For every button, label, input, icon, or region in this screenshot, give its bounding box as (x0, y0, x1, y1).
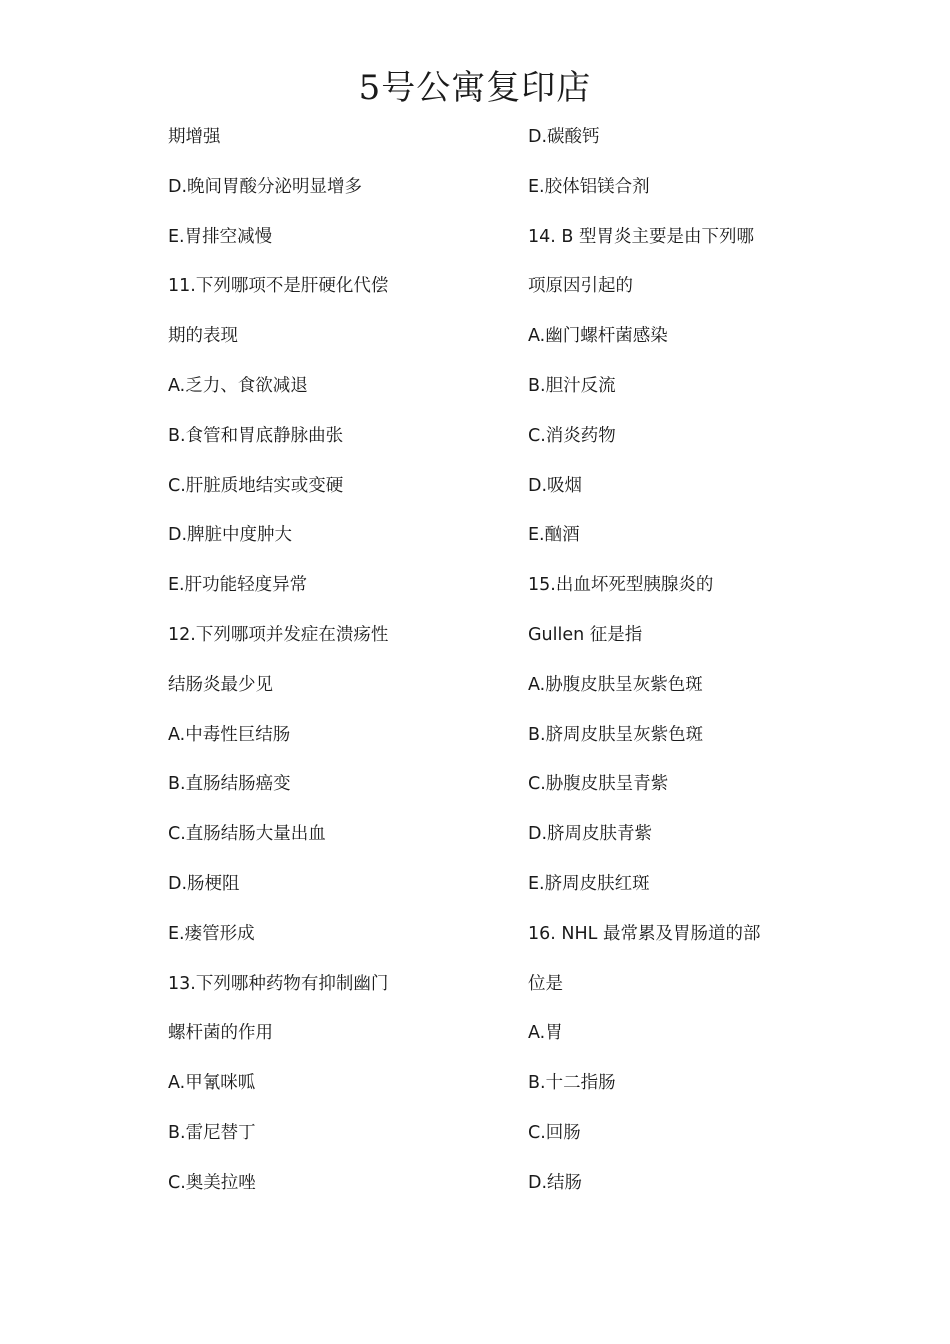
option-line: C.消炎药物 (528, 425, 616, 446)
text-line: D.晚间胃酸分泌明显增多 (168, 176, 363, 197)
option-line: B.十二指肠 (528, 1073, 616, 1094)
option-line: A.乏力、食欲减退 (168, 375, 308, 396)
option-line: B.食管和胃底静脉曲张 (168, 425, 344, 446)
option-line: A.甲氰咪呱 (168, 1073, 256, 1094)
question-14-line: 14. B 型胃炎主要是由下列哪 (528, 226, 754, 247)
text-line: 位是 (528, 973, 563, 994)
option-line: A.中毒性巨结肠 (168, 724, 291, 745)
option-line: C.奥美拉唑 (168, 1172, 256, 1193)
left-column (168, 122, 498, 1218)
question-12-line: 12.下列哪项并发症在溃疡性 (168, 624, 389, 645)
option-line: E.酗酒 (528, 525, 580, 546)
option-line: D.肠梗阻 (168, 873, 240, 894)
text-line: 期增强 (168, 127, 221, 147)
text-line: E.胃排空减慢 (168, 226, 273, 247)
option-line: D.碳酸钙 (528, 127, 600, 147)
question-15-line: 15.出血坏死型胰腺炎的 (528, 575, 714, 596)
page-title: 5号公寓复印店 (358, 68, 592, 108)
option-line: A.幽门螺杆菌感染 (528, 326, 668, 347)
option-line: E.胶体铝镁合剂 (528, 176, 650, 197)
text-line: 结肠炎最少见 (168, 674, 273, 695)
question-13-line: 13.下列哪种药物有抑制幽门 (168, 973, 389, 994)
option-line: B.胆汁反流 (528, 375, 616, 396)
option-line: C.直肠结肠大量出血 (168, 824, 326, 845)
option-line: D.脐周皮肤青紫 (528, 824, 653, 845)
option-line: B.直肠结肠癌变 (168, 774, 291, 795)
option-line: D.脾脏中度肿大 (168, 525, 293, 546)
question-11-line: 11.下列哪项不是肝硬化代偿 (168, 276, 389, 297)
text-line: 期的表现 (168, 326, 238, 347)
option-line: C.回肠 (528, 1122, 581, 1143)
option-line: C.胁腹皮肤呈青紫 (528, 774, 669, 795)
text-line: Gullen 征是指 (528, 624, 643, 645)
option-line: A.胁腹皮肤呈灰紫色斑 (528, 674, 703, 695)
option-line: D.结肠 (528, 1172, 583, 1193)
option-line: E.肝功能轻度异常 (168, 575, 308, 596)
option-line: E.瘘管形成 (168, 923, 255, 944)
option-line: B.雷尼替丁 (168, 1122, 256, 1143)
text-line: 螺杆菌的作用 (168, 1023, 273, 1044)
option-line: A.胃 (528, 1023, 563, 1044)
option-line: D.吸烟 (528, 475, 583, 496)
option-line: B.脐周皮肤呈灰紫色斑 (528, 724, 704, 745)
text-line: 项原因引起的 (528, 276, 633, 297)
question-16-line: 16. NHL 最常累及胃肠道的部 (528, 923, 761, 944)
option-line: E.脐周皮肤红斑 (528, 873, 650, 894)
right-column (528, 122, 858, 1218)
option-line: C.肝脏质地结实或变硬 (168, 475, 344, 496)
